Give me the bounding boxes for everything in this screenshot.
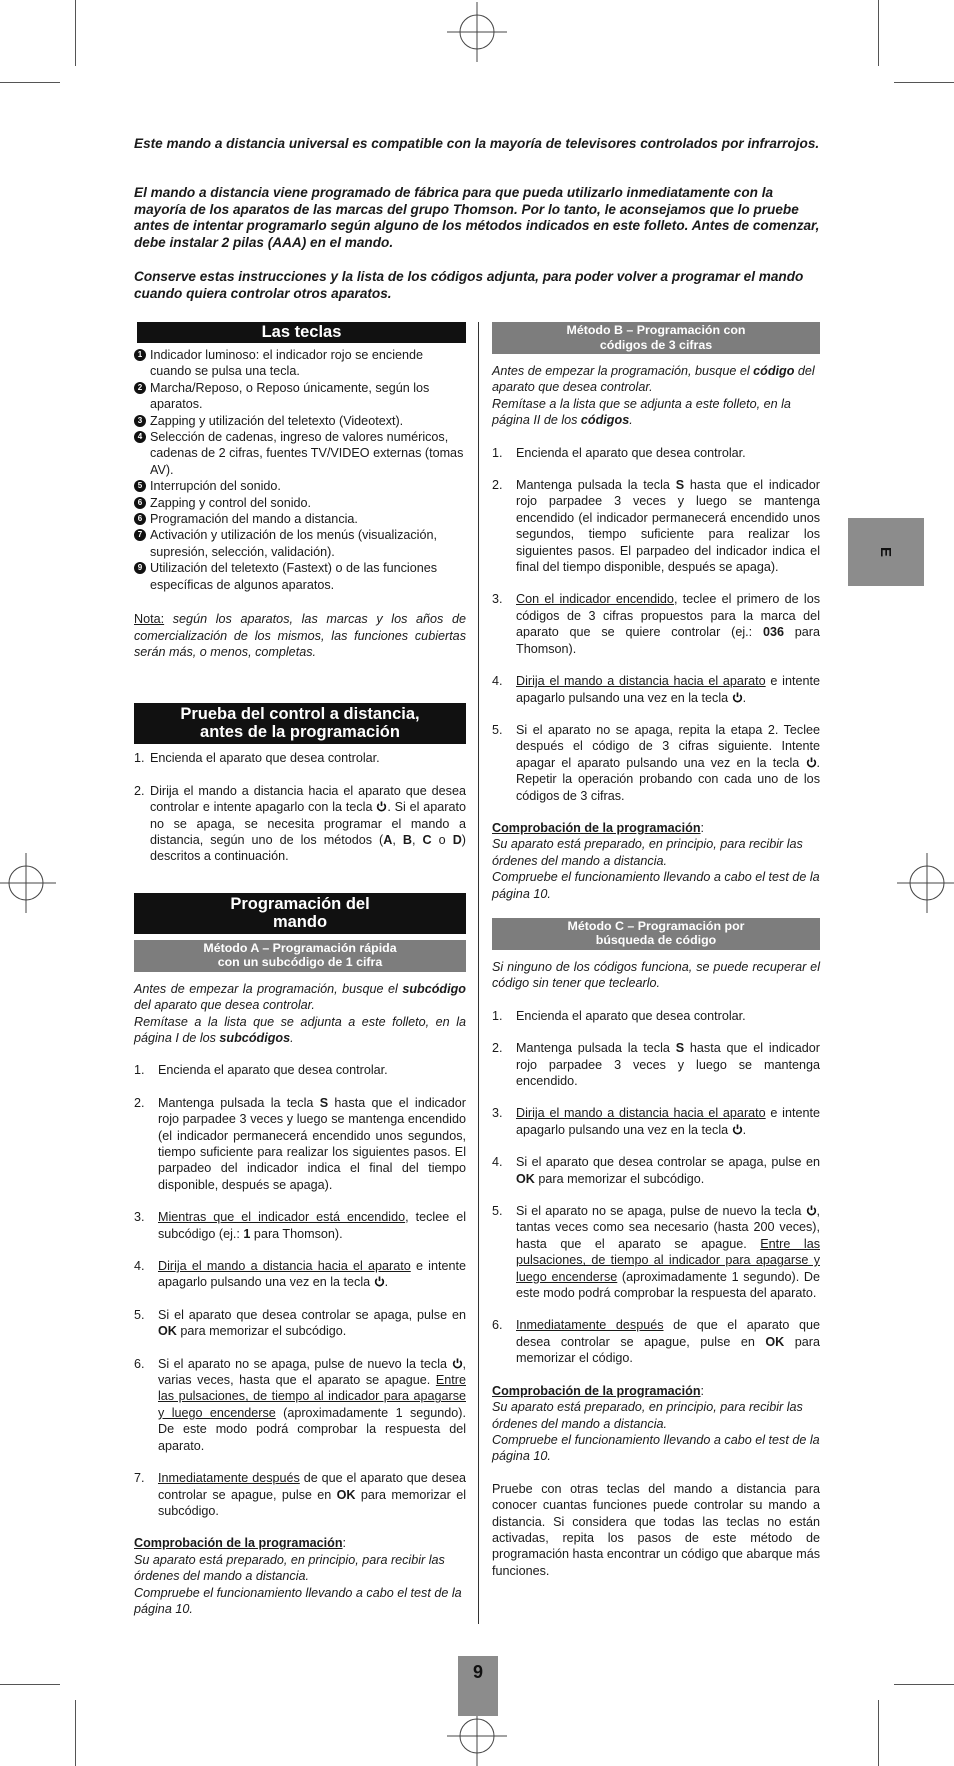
registration-mark-icon [447, 2, 507, 62]
teclas-note: Nota: según los aparatos, las marcas y los años de comercialización de los mismos, las funciones cubiertas serán más, o menos, completas. [134, 612, 466, 659]
list-item: 2. Dirija el mando a distancia hacia el aparato que desea controlar e intente apagarlo con la tecla . Si el aparato no se apaga, se necesita programar el mando a distancia, según uno de los métodos (A, B, C o D) descritos a continuación. [134, 783, 466, 864]
list-item: 5 Interrupción del sonido. [134, 478, 466, 494]
method-a-steps [134, 1062, 466, 1519]
registration-mark-icon [897, 853, 954, 913]
method-a-header: Método A – Programación rápida con un subcódigo de 1 cifra [134, 940, 466, 972]
power-icon [452, 1358, 463, 1369]
list-item: 4. Dirija el mando a distancia hacia el aparato e intente apagarlo pulsando una vez en la tecla . [492, 674, 820, 705]
list-item: 2. Mantenga pulsada la tecla S hasta que el indicador rojo parpadee 3 veces y luego se mantenga encendido. [492, 1041, 820, 1088]
method-c-header: Método C – Programación por búsqueda de código [492, 918, 820, 950]
intro-paragraph: Conserve estas instrucciones y la lista de los códigos adjunta, para poder volver a programar el mando cuando quiera controlar otros aparatos. [134, 269, 804, 301]
list-item: 1. Encienda el aparato que desea controlar. [492, 445, 746, 460]
crop-mark [878, 0, 879, 66]
number-bullet-icon: 6 [134, 497, 146, 509]
method-b-header: Método B – Programación con códigos de 3 cifras [492, 322, 820, 354]
method-b-steps [492, 445, 820, 804]
column-divider [478, 322, 479, 1624]
list-item: 4. Si el aparato que desea controlar se apaga, pulse en OK para memorizar el subcódigo. [492, 1155, 820, 1186]
crop-mark [0, 1684, 60, 1685]
list-item: 4 Selección de cadenas, ingreso de valores numéricos, cadenas de 2 cifras, fuentes TV/VIDEO externas (tomas AV). [134, 429, 466, 478]
registration-mark-icon [0, 853, 56, 913]
method-c-closing: Pruebe con otras teclas del mando a distancia para conocer cuantas funciones puede controlar su mando a distancia. Si considera que todas las teclas no están activadas, repita los pasos de este método de programación hasta encontrar un código que abarque más funciones. [492, 1481, 820, 1578]
method-b-check-text: Su aparato está preparado, en principio, para recibir las órdenes del mando a distancia. [492, 837, 803, 868]
list-item: 4. Dirija el mando a distancia hacia el aparato e intente apagarlo pulsando una vez en la tecla . [134, 1259, 466, 1290]
list-item: 3. Con el indicador encendido, teclee el primero de los códigos de 3 cifras propuestos para la marca del aparato que se quiere controlar (ej.: 036 para Thomson). [492, 592, 820, 656]
method-a-check-text: Su aparato está preparado, en principio, para recibir las órdenes del mando a distancia. [134, 1552, 445, 1584]
list-item: 2. Mantenga pulsada la tecla S hasta que el indicador rojo parpadee 3 veces y luego se mantenga encendido (el indicador permanecerá encendido unos segundos, tiempo suficiente para realizar los siguientes pasos. El parpadeo del indicador indica el final del tiempo disponible, después se apaga). [492, 478, 820, 575]
list-item: 2 Marcha/Reposo, o Reposo únicamente, según los aparatos. [134, 380, 466, 413]
list-item: 1. Encienda el aparato que desea controlar. [492, 1008, 746, 1023]
prueba-steps [134, 750, 466, 864]
power-icon [732, 1124, 743, 1135]
number-bullet-icon: 1 [134, 349, 146, 361]
list-item: 6 Programación del mando a distancia. [134, 511, 466, 527]
list-item: 7 Activación y utilización de los menús (visualización, supresión, selección, validación). [134, 527, 466, 560]
list-item: 1. Encienda el aparato que desea controlar. [134, 1063, 388, 1078]
number-bullet-icon: 9 [134, 562, 146, 574]
number-bullet-icon: 5 [134, 480, 146, 492]
list-item: 9 Utilización del teletexto (Fastext) o de las funciones específicas de algunos aparatos. [134, 560, 466, 593]
power-icon [806, 757, 817, 768]
method-b-intro: Antes de empezar la programación, busque el código del aparato que desea controlar. Remítase a la lista que se adjunta a este folleto, en la página II de los códigos. [492, 364, 815, 428]
list-item: 3. Mientras que el indicador está encendido, teclee el subcódigo (ej.: 1 para Thomson). [134, 1210, 467, 1241]
number-bullet-icon: 2 [134, 382, 146, 394]
method-c-check-title: Comprobación de la programación: [492, 1383, 705, 1398]
keys-list [134, 347, 466, 593]
number-bullet-icon: 7 [134, 529, 146, 541]
list-item: 5. Si el aparato no se apaga, repita la etapa 2. Teclee después el código de 3 cifras siguiente. Intente apagar el aparato pulsando una vez en la tecla . Repetir la operación probando con cada uno de los códigos de 3 cifras. [492, 722, 820, 803]
number-bullet-icon: 3 [134, 415, 146, 427]
list-item: 7. Inmediatamente después de que el aparato que desea controlar se apague, pulse en OK para memorizar el subcódigo. [134, 1471, 467, 1518]
number-bullet-icon: 6 [134, 513, 146, 525]
list-item: 5. Si el aparato no se apaga, pulse de nuevo la tecla , tantas veces como sea necesario (hasta 200 veces), hasta que el aparato se apague. Entre las pulsaciones, de tiempo al indicador para apagarse y luego encenderse (aproximadamente 1 segundo). De este modo podrá comprobar la respuesta del aparato. [492, 1204, 820, 1301]
method-a-check-title: Comprobación de la programación: [134, 1536, 347, 1551]
crop-mark [894, 1684, 954, 1685]
language-side-tab: E [848, 518, 924, 586]
power-icon [374, 1276, 385, 1287]
list-item: 6 Zapping y control del sonido. [134, 495, 466, 511]
section-header-teclas: Las teclas [137, 322, 466, 343]
number-bullet-icon: 4 [134, 431, 146, 443]
right-column [492, 322, 820, 1579]
power-icon [806, 1205, 817, 1216]
list-item: 1 Indicador luminoso: el indicador rojo se enciende cuando se pulsa una tecla. [134, 347, 466, 380]
method-c-steps [492, 1008, 820, 1367]
crop-mark [894, 82, 954, 83]
crop-mark [75, 1700, 76, 1766]
left-column [134, 322, 466, 1617]
list-item: 6. Si el aparato no se apaga, pulse de nuevo la tecla , varias veces, hasta que el aparato se apague. Entre las pulsaciones, de tiempo al indicador para apagarse y luego encenderse (aproximadamente 1 segundo). De este modo podrá comprobar la respuesta del aparato. [134, 1356, 466, 1453]
intro-paragraph: Este mando a distancia universal es compatible con la mayoría de televisores controlados por infrarrojos. [134, 136, 820, 151]
method-a-intro: Antes de empezar la programación, busque el subcódigo del aparato que desea controlar. Remítase a la lista que se adjunta a este folleto, en la página I de los subcódigos. [134, 981, 466, 1045]
list-item: 3. Dirija el mando a distancia hacia el aparato e intente apagarlo pulsando una vez en la tecla . [492, 1106, 820, 1137]
power-icon [376, 801, 387, 812]
crop-mark [0, 82, 60, 83]
list-item: 2. Mantenga pulsada la tecla S hasta que el indicador rojo parpadee 3 veces y luego se mantenga encendido (el indicador permanecerá encendido unos segundos, tiempo suficiente para realizar los siguientes pasos. El parpadeo del indicador indica el final del tiempo disponible, después se apaga). [134, 1095, 466, 1192]
list-item: 5. Si el aparato que desea controlar se apaga, pulse en OK para memorizar el subcódigo. [134, 1307, 466, 1339]
crop-mark [75, 0, 76, 66]
method-c-check-text: Compruebe el funcionamiento llevando a cabo el test de la página 10. [492, 1432, 820, 1464]
method-c-check-text: Su aparato está preparado, en principio, para recibir las órdenes del mando a distancia. [492, 1400, 803, 1431]
method-c-intro: Si ninguno de los códigos funciona, se puede recuperar el código sin tener que teclearlo. [492, 959, 820, 991]
section-header-prueba: Prueba del control a distancia, antes de la programación [134, 703, 466, 744]
list-item: 6. Inmediatamente después de que el aparato que desea controlar se apague, pulse en OK para memorizar el código. [492, 1318, 821, 1366]
crop-mark [878, 1700, 879, 1766]
page-number: 9 [458, 1656, 498, 1716]
power-icon [732, 692, 743, 703]
list-item: 3 Zapping y utilización del teletexto (Videotext). [134, 413, 466, 429]
method-b-check-text: Compruebe el funcionamiento llevando a cabo el test de la página 10. [492, 870, 820, 901]
list-item: 1. Encienda el aparato que desea controlar. [134, 751, 380, 766]
section-header-programacion: Programación del mando [134, 893, 466, 934]
method-a-check-text: Compruebe el funcionamiento llevando a cabo el test de la página 10. [134, 1585, 462, 1616]
method-b-check-title: Comprobación de la programación: [492, 820, 705, 835]
intro-paragraph: El mando a distancia viene programado de fábrica para que pueda utilizarlo inmediatamente con la mayoría de los aparatos de las marcas del grupo Thomson. Por lo tanto, le aconsejamos que lo pruebe antes de intentar programarlo según alguno de los métodos indicados en este folleto. Antes de comenzar, debe instalar 2 pilas (AAA) en el mando. [134, 185, 820, 250]
